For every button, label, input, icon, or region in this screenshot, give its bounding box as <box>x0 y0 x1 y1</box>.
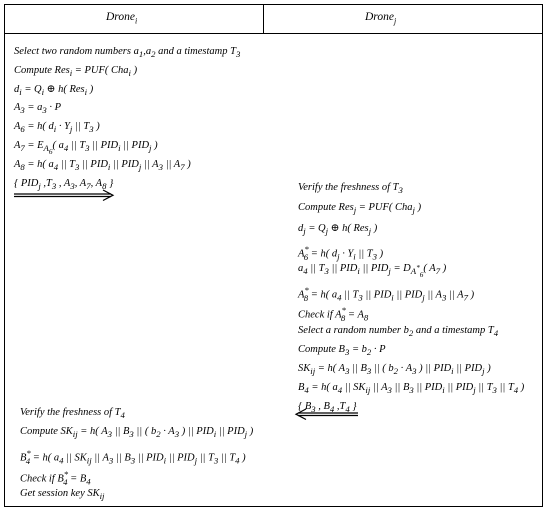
left1-step-2: $d_i = Q_i$ ⊕ h( Res$_i$ ) <box>14 84 94 98</box>
right-step-0: Verify the freshness of $T_3$ <box>298 182 403 196</box>
right-step-2: $d_j = Q_j$ ⊕ h( Res$_j$ ) <box>298 223 378 237</box>
left1-step-7: { $PID_j$ $,T_3$ , $A_3$, $A_7$, $A_8$ } <box>14 178 114 192</box>
header-drone-j-sub: j <box>393 16 397 26</box>
right-step-11: { $B_3$ , $B_4$ $,T_4$ } <box>298 401 357 415</box>
header-drone-j-name: Drone <box>365 11 394 23</box>
right-step-8: Compute $B_3 = b_2 \cdot P$ <box>298 344 386 358</box>
left2-step-2: $B^*_4 = h$( $a_4$ || $SK_{ij}$ || $A_3$ || $B_3$ || $PID_i$ || $PID_j$ || $T_3$ || $T_4$ ) <box>20 448 246 466</box>
right-step-1: Compute Res$_j$ = PUF( Cha$_j$ ) <box>298 202 422 216</box>
right-step-5: $A^*_8 = h$( $a_4$ || $T_3$ || $PID_i$ || $PID_j$ || $A_3$ || $A_7$ ) <box>298 285 475 303</box>
left1-step-1: Compute Res$_i$ = PUF( Cha$_i$ ) <box>14 65 138 79</box>
header-drone-i-name: Drone <box>106 11 135 23</box>
right-step-10: $B_4 = h$( $a_4$ || $SK_{ij}$ || $A_3$ || $B_3$ || $PID_i$ || $PID_j$ || $T_3$ || $T_4$ ) <box>298 382 525 396</box>
arrow-to-drone-j <box>14 190 114 200</box>
left1-step-6: $A_8 = h$( $a_4$ || $T_3$ || $PID_i$ || $PID_j$ || $A_3$ || $A_7$ ) <box>14 159 191 173</box>
arrow-to-drone-i <box>296 409 360 419</box>
left1-step-0: Select two random numbers $a_1,a_2$ and a timestamp $T_3$ <box>14 46 241 60</box>
left1-step-3: $A_3 = a_3 \cdot P$ <box>14 102 62 116</box>
left2-step-1: Compute $SK_{ij} = h$( $A_3$ || $B_3$ || ( $b_2 \cdot A_3$ ) || $PID_i$ || $PID_j$ ) <box>20 426 254 440</box>
column-divider <box>263 4 264 33</box>
header-drone-i-sub: i <box>134 16 138 26</box>
header-divider <box>4 33 543 34</box>
right-step-3: $A^*_6 = h$( $d_j \cdot Y_i$ || $T_3$ ) <box>298 244 384 262</box>
header-drone-i <box>106 11 137 25</box>
right-step-7: Select a random number $b_2$ and a timestamp $T_4$ <box>298 325 499 339</box>
right-step-9: $SK_{ij} = h$( $A_3$ || $B_3$ || ( $b_2 \cdot A_3$ ) || $PID_i$ || $PID_j$ ) <box>298 363 491 377</box>
header-drone-j <box>365 11 396 25</box>
left1-step-4: $A_6 = h$( $d_i \cdot Y_j$ || $T_3$ ) <box>14 121 100 135</box>
left2-step-4: Get session key $SK_{ij}$ <box>20 488 105 502</box>
left1-step-5: $A_7 = E_{A_6}$( $a_4$ || $T_3$ || $PID_i$ || $PID_j$ ) <box>14 140 158 156</box>
left2-step-3: Check if $B^*_4 = B_4$ <box>20 469 91 487</box>
left2-step-0: Verify the freshness of $T_4$ <box>20 407 125 421</box>
right-step-4: $a_4$ || $T_3$ || $PID_i$ || $PID_j = D_{A^*_6}$( $A_7$ ) <box>298 263 447 279</box>
right-step-6: Check if $A^*_8 = A_8$ <box>298 305 369 323</box>
